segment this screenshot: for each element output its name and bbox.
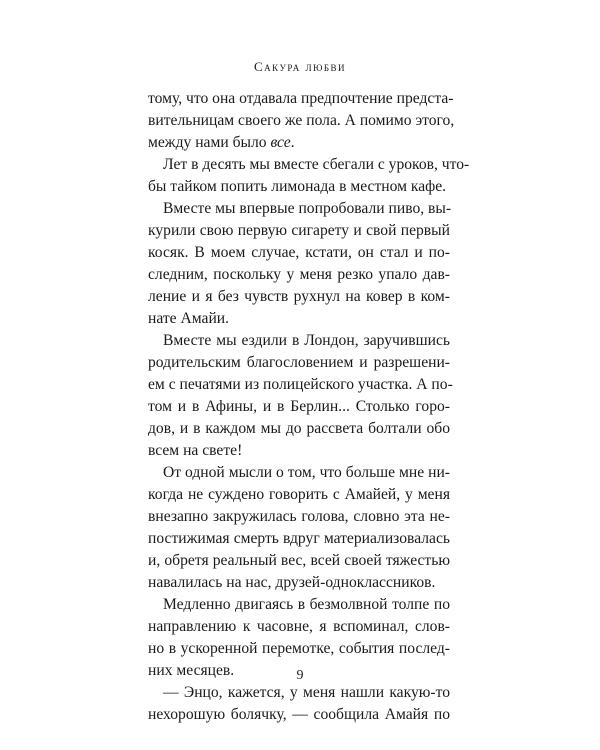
page-number: 9: [296, 668, 304, 683]
text-line: вительницам своего же пола. А помимо этого,: [148, 112, 455, 129]
text-line: Медленно двигаясь в безмолвной толпе по: [163, 596, 450, 613]
text-line: бы тайком попить лимонада в местном кафе.: [148, 178, 447, 195]
running-head: Сакура любви: [254, 59, 346, 74]
text-line: [148, 132, 450, 154]
text-line: направлению к часовне, я вспоминал, слов-: [148, 618, 450, 635]
text-line: них месяцев.: [148, 662, 235, 679]
text-line: тому, что она отдавала предпочтение предста-: [148, 90, 454, 107]
text-line: родительским благословением и разрешени-: [148, 354, 450, 371]
text-line: курили свою первую сигарету и свой первый: [148, 222, 450, 239]
text-run: между нами было: [148, 134, 271, 151]
text-line: постижимая смерть вдруг материализовалась: [148, 530, 450, 547]
text-line: дов, и в каждом мы до рассвета болтали обо: [148, 420, 450, 437]
text-line: внезапно закружилась голова, словно эта не-: [148, 508, 450, 525]
text-line: нехорошую болячку, — сообщила Амайя по: [148, 706, 450, 723]
emphasized-word: все: [270, 134, 291, 151]
text-line: — Энцо, кажется, у меня нашли какую-то: [163, 684, 450, 701]
text-line: Вместе мы впервые попробовали пиво, вы-: [163, 200, 452, 217]
text-line: и, обретя реальный вес, всей своей тяжестью: [148, 552, 450, 569]
text-line: том и в Афины, и в Берлин... Столько горо-: [148, 398, 450, 415]
text-line: нате Амайи.: [148, 310, 230, 327]
body-text: [148, 88, 470, 726]
text-line: следним, поскольку у меня резко упало дав-: [148, 266, 450, 283]
text-line: всем на свете!: [148, 442, 243, 459]
text-line: но в ускоренной перемотке, события послед-: [148, 640, 450, 657]
text-line: косяк. В моем случае, кстати, он стал и по-: [148, 244, 450, 261]
text-line: навалилась на нас, друзей-одноклассников.: [148, 574, 436, 591]
text-line: ление и я без чувств рухнул на ковер в ком-: [148, 288, 450, 305]
text-line: От одной мысли о том, что больше мне ни-: [163, 464, 450, 481]
text-line: когда не суждено говорить с Амайей, у меня: [148, 486, 450, 503]
text-line: ем с печатями из полицейского участка. А по-: [148, 376, 453, 393]
text-line: Лет в десять мы вместе сбегали с уроков, что-: [163, 156, 470, 173]
text-line: Вместе мы ездили в Лондон, заручившись: [163, 332, 450, 349]
text-run: .: [290, 134, 295, 151]
